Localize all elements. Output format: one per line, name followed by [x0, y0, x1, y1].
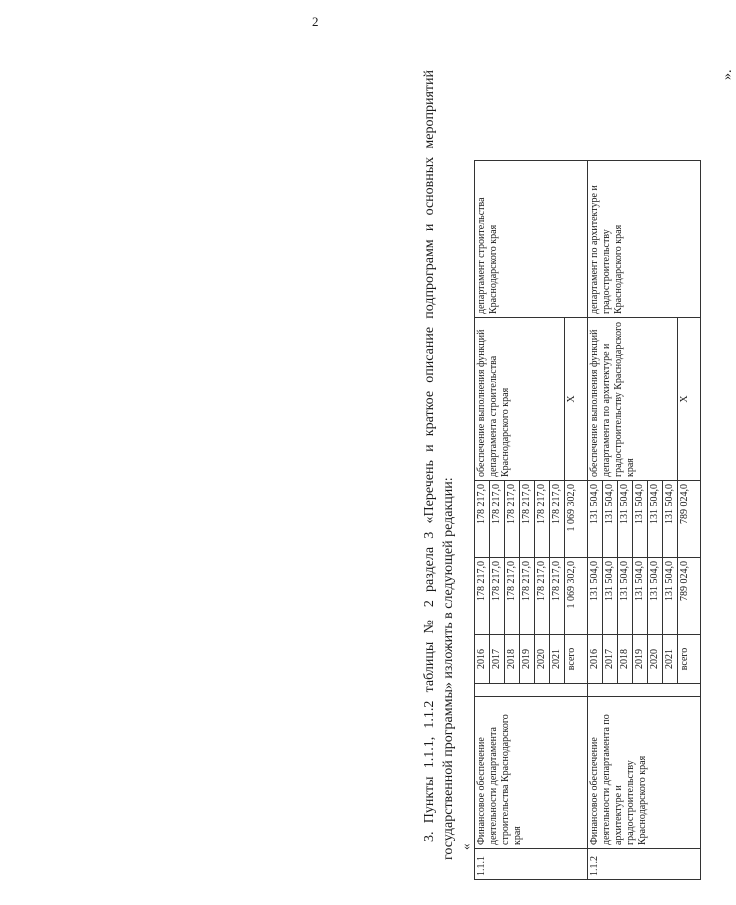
page-number: 2: [312, 14, 319, 29]
total-amount-cell: 131 504,0: [633, 558, 648, 635]
year-cell: 2018: [505, 635, 520, 684]
measure-number: 1.1.2: [588, 849, 701, 880]
budget-amount-cell: 178 217,0: [535, 481, 550, 558]
blank-cell: [588, 684, 701, 697]
total-amount-cell: 178 217,0: [490, 558, 505, 635]
measure-executor: департамент по архитектуре и градостроительству Краснодарского края: [588, 161, 701, 318]
x-mark-cell: X: [678, 318, 701, 481]
total-amount-cell: 789 024,0: [678, 558, 701, 635]
year-cell: всего: [565, 635, 588, 684]
table-row: [475, 161, 490, 880]
total-amount-cell: 1 069 302,0: [565, 558, 588, 635]
year-cell: 2016: [588, 635, 603, 684]
measure-number: 1.1.1: [475, 849, 588, 880]
table-row: [588, 161, 603, 880]
budget-amount-cell: 131 504,0: [618, 481, 633, 558]
year-cell: 2020: [648, 635, 663, 684]
blank-cell: [475, 684, 588, 697]
year-cell: 2017: [603, 635, 618, 684]
total-amount-cell: 131 504,0: [648, 558, 663, 635]
amendment-paragraph: [420, 70, 458, 860]
total-amount-cell: 178 217,0: [535, 558, 550, 635]
year-cell: 2019: [633, 635, 648, 684]
measures-table: [474, 160, 701, 880]
budget-amount-cell: 789 024,0: [678, 481, 701, 558]
total-amount-cell: 178 217,0: [475, 558, 490, 635]
year-cell: 2021: [663, 635, 678, 684]
total-amount-cell: 178 217,0: [505, 558, 520, 635]
measure-purpose: обеспечение выполнения функций департамента строительства Краснодарского края: [475, 318, 565, 481]
rotated-landscape-content: [420, 60, 735, 880]
budget-amount-cell: 1 069 302,0: [565, 481, 588, 558]
budget-amount-cell: 178 217,0: [550, 481, 565, 558]
year-cell: 2019: [520, 635, 535, 684]
budget-amount-cell: 178 217,0: [520, 481, 535, 558]
budget-amount-cell: 178 217,0: [490, 481, 505, 558]
measure-executor: департамент строительства Краснодарского края: [475, 161, 588, 318]
total-amount-cell: 131 504,0: [618, 558, 633, 635]
budget-amount-cell: 131 504,0: [648, 481, 663, 558]
measure-name: Финансовое обеспечение деятельности департамента по архитектуре и градостроительству Краснодарского края: [588, 697, 701, 849]
budget-amount-cell: 131 504,0: [588, 481, 603, 558]
measure-purpose: обеспечение выполнения функций департамента по архитектуре и градостроительству Краснодарского края: [588, 318, 678, 481]
year-cell: 2020: [535, 635, 550, 684]
year-cell: всего: [678, 635, 701, 684]
total-amount-cell: 178 217,0: [520, 558, 535, 635]
total-amount-cell: 178 217,0: [550, 558, 565, 635]
measures-table-body: [475, 161, 701, 880]
budget-amount-cell: 178 217,0: [505, 481, 520, 558]
opening-quote: «: [458, 843, 473, 850]
year-cell: 2016: [475, 635, 490, 684]
closing-quote: ».: [720, 69, 735, 80]
amendment-text: 3. Пункты 1.1.1, 1.1.2 таблицы № 2 раздела 3 «Перечень и краткое описание подпрограмм и основных мероприятий государственной программы» изложить в следующей редакции:: [422, 70, 456, 860]
budget-amount-cell: 131 504,0: [603, 481, 618, 558]
total-amount-cell: 131 504,0: [603, 558, 618, 635]
budget-amount-cell: 131 504,0: [633, 481, 648, 558]
budget-amount-cell: 178 217,0: [475, 481, 490, 558]
budget-amount-cell: 131 504,0: [663, 481, 678, 558]
measure-name: Финансовое обеспечение деятельности департамента строительства Краснодарского края: [475, 697, 588, 849]
year-cell: 2018: [618, 635, 633, 684]
x-mark-cell: X: [565, 318, 588, 481]
year-cell: 2021: [550, 635, 565, 684]
total-amount-cell: 131 504,0: [663, 558, 678, 635]
year-cell: 2017: [490, 635, 505, 684]
total-amount-cell: 131 504,0: [588, 558, 603, 635]
